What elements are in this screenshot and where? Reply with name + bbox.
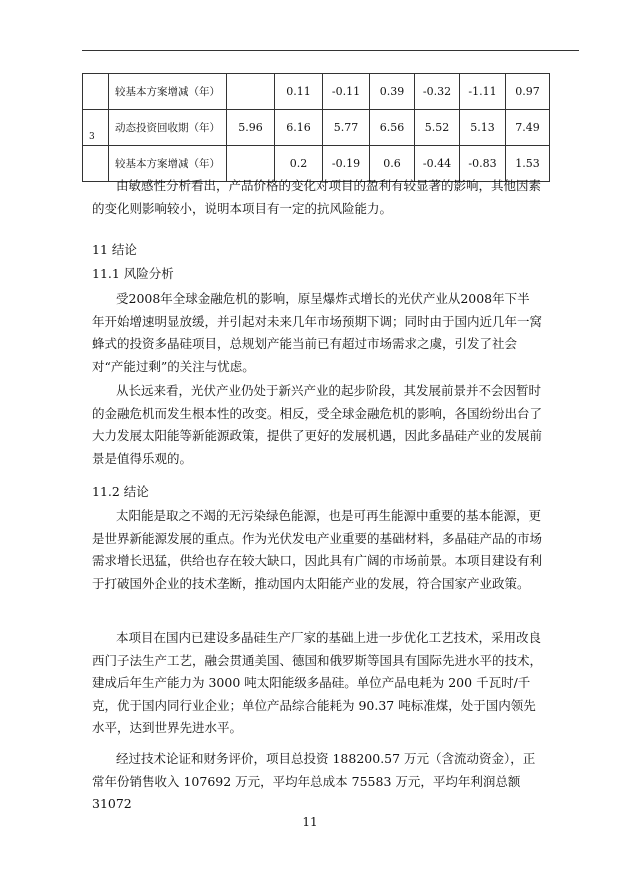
table-cell: 5.52	[415, 110, 460, 146]
table-cell: 5.77	[323, 110, 370, 146]
table-cell: -1.11	[460, 74, 506, 110]
paragraph-risk-1: 受2008年全球金融危机的影响，原呈爆炸式增长的光伏产业从2008年下半年开始增速明显放缓，并引起对未来几年市场预期下调；同时由于国内近几年一窝蜂式的投资多晶硅项目，总规划产能当前已有超过市场需求之虞，引发了社会对“产能过剩”的关注与忧虑。	[92, 291, 543, 374]
paragraph-conclusion-3: 经过技术论证和财务评价，项目总投资 188200.57 万元（含流动资金），正常年份销售收入 107692 万元，平均年总成本 75583 万元，平均年利润总额 31072	[92, 751, 536, 811]
table-cell	[227, 74, 275, 110]
row-label: 较基本方案增减（年）	[109, 146, 227, 182]
table-cell: 0.6	[370, 146, 415, 182]
table-cell: 1.53	[506, 146, 550, 182]
row-label: 动态投资回收期（年）	[109, 110, 227, 146]
table-cell: 6.56	[370, 110, 415, 146]
table-cell: 0.97	[506, 74, 550, 110]
paragraph-conclusion-2: 本项目在国内已建设多晶硅生产厂家的基础上进一步优化工艺技术，采用改良西门子法生产工艺，融会贯通美国、德国和俄罗斯等国具有国际先进水平的技术，建成后年生产能力为 3000 吨太阳能级多晶硅。单位产品电耗为 200 千瓦时/千克，优于国内同行业企业；单位产品综合能耗为 90.37 吨标准煤，处于国内领先水平，达到世界先进水平。	[92, 630, 543, 735]
table-row	[83, 110, 550, 146]
paragraph-conclusion-1: 太阳能是取之不竭的无污染绿色能源，也是可再生能源中重要的基本能源，更是世界新能源发展的重点。作为光伏发电产业重要的基础材料，多晶硅产品的市场需求增长迅猛，供给也存在较大缺口，因此具有广阔的市场前景。本项目建设有利于打破国外企业的技术垄断，推动国内太阳能产业的发展，符合国家产业政策。	[92, 508, 543, 591]
subsection-heading: 11.1 风险分析	[92, 266, 174, 281]
section-heading: 11 结论	[92, 242, 137, 257]
paragraph-risk-2: 从长远来看，光伏产业仍处于新兴产业的起步阶段，其发展前景并不会因暂时的金融危机而发生根本性的改变。相反，受全球金融危机的影响，各国纷纷出台了大力发展太阳能等新能源政策，提供了更好的发展机遇，因此多晶硅产业的发展前景是值得乐观的。	[92, 383, 543, 466]
table-cell: 6.16	[275, 110, 323, 146]
table-cell: 0.11	[275, 74, 323, 110]
table-cell: 7.49	[506, 110, 550, 146]
sensitivity-table	[82, 73, 550, 182]
subsection-heading: 11.2 结论	[92, 484, 149, 499]
page-number: 11	[302, 815, 318, 829]
table-row	[83, 74, 550, 110]
row-label: 较基本方案增减（年）	[109, 74, 227, 110]
header-rule	[82, 50, 579, 51]
table-cell: -0.19	[323, 146, 370, 182]
table-cell: -0.11	[323, 74, 370, 110]
table-cell: 5.96	[227, 110, 275, 146]
table-cell: 0.39	[370, 74, 415, 110]
table-cell: -0.32	[415, 74, 460, 110]
table-cell: 5.13	[460, 110, 506, 146]
table-cell: -0.83	[460, 146, 506, 182]
row-index	[83, 74, 109, 110]
table-cell: 0.2	[275, 146, 323, 182]
paragraph-sensitivity: 由敏感性分析看出，产品价格的变化对项目的盈利有较显著的影响，其他因素的变化则影响较小，说明本项目有一定的抗风险能力。	[92, 178, 542, 216]
row-index: 3	[83, 110, 109, 146]
table-cell: -0.44	[415, 146, 460, 182]
